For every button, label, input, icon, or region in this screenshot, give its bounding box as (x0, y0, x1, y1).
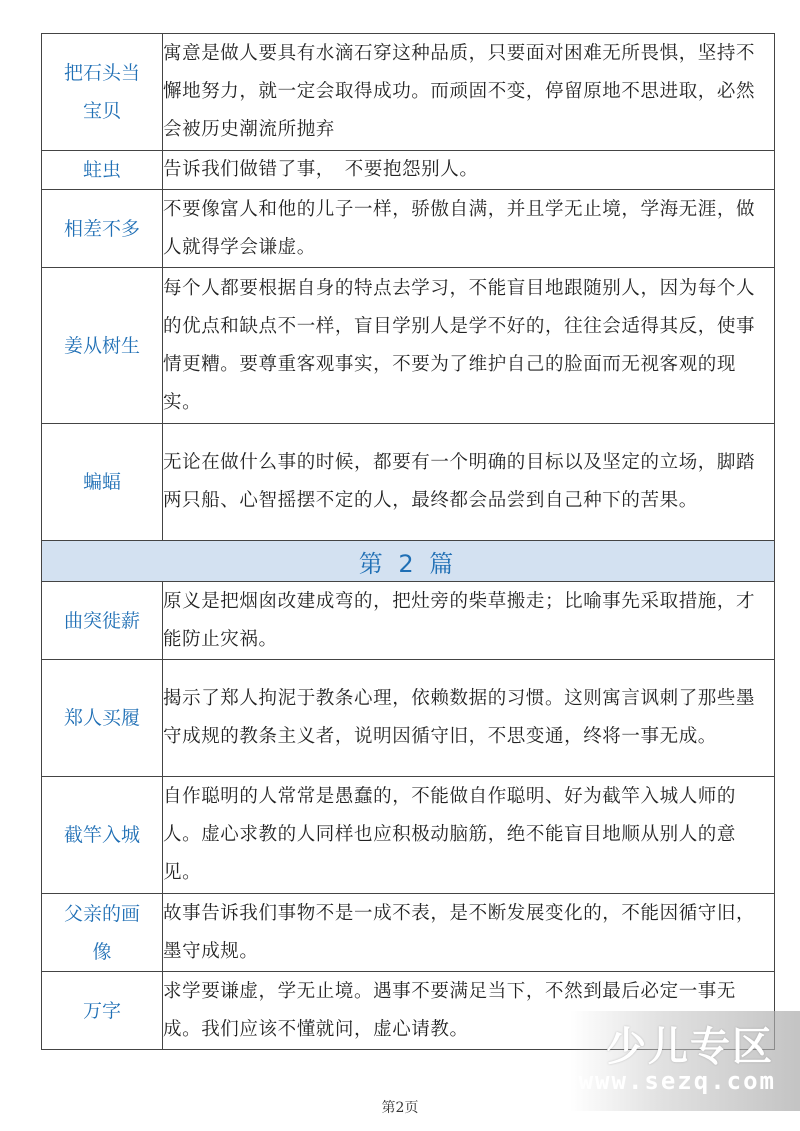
fable-title: 截竿入城 (42, 777, 163, 894)
fable-title: 相差不多 (42, 190, 163, 268)
fable-moral: 无论在做什么事的时候，都要有一个明确的目标以及坚定的立场，脚踏两只船、心智摇摆不定的人，最终都会品尝到自己种下的苦果。 (163, 424, 775, 541)
fable-title: 郑人买履 (42, 660, 163, 777)
fable-title: 蝙蝠 (42, 424, 163, 541)
fable-moral: 揭示了郑人拘泥于教条心理，依赖数据的习惯。这则寓言讽刺了那些墨守成规的教条主义者，说明因循守旧，不思变通，终将一事无成。 (163, 660, 775, 777)
table-row (42, 34, 775, 151)
section-header-row (42, 541, 775, 582)
table-row (42, 660, 775, 777)
page-number: 第2页 (381, 1100, 419, 1116)
table-row (42, 582, 775, 660)
fable-title: 姜从树生 (42, 268, 163, 424)
fable-title: 蛀虫 (42, 151, 163, 190)
fable-moral: 寓意是做人要具有水滴石穿这种品质，只要面对困难无所畏惧，坚持不懈地努力，就一定会取得成功。而顽固不变，停留原地不思进取，必然会被历史潮流所抛弃 (163, 34, 775, 151)
table-row (42, 894, 775, 972)
fable-moral: 告诉我们做错了事， 不要抱怨别人。 (163, 151, 775, 190)
fable-moral: 求学要谦虚，学无止境。遇事不要满足当下，不然到最后必定一事无成。我们应该不懂就问，虚心请教。 (163, 972, 775, 1050)
fable-title: 曲突徙薪 (42, 582, 163, 660)
fable-moral: 故事告诉我们事物不是一成不表，是不断发展变化的，不能因循守旧，墨守成规。 (163, 894, 775, 972)
table-row (42, 190, 775, 268)
fable-title: 把石头当宝贝 (42, 34, 163, 151)
fable-moral: 原义是把烟囱改建成弯的，把灶旁的柴草搬走；比喻事先采取措施，才能防止灾祸。 (163, 582, 775, 660)
fable-moral: 自作聪明的人常常是愚蠢的，不能做自作聪明、好为截竿入城人师的人。虚心求教的人同样也应积极动脑筋，绝不能盲目地顺从别人的意见。 (163, 777, 775, 894)
watermark-url: www.sezq.com (578, 1067, 776, 1095)
fable-moral: 不要像富人和他的儿子一样，骄傲自满，并且学无止境，学海无涯，做人就得学会谦虚。 (163, 190, 775, 268)
site-watermark (570, 1011, 800, 1111)
section-title: 第 2 篇 (42, 541, 775, 582)
table-row (42, 151, 775, 190)
table-row (42, 777, 775, 894)
fable-moral: 每个人都要根据自身的特点去学习，不能盲目地跟随别人，因为每个人的优点和缺点不一样，盲目学别人是学不好的，往往会适得其反，使事情更糟。要尊重客观事实，不要为了维护自己的脸面而无视客观的现实。 (163, 268, 775, 424)
watermark-name: 少儿专区 (606, 1024, 774, 1070)
fable-title: 父亲的画像 (42, 894, 163, 972)
fable-table (41, 33, 775, 1050)
table-row (42, 424, 775, 541)
table-row (42, 268, 775, 424)
fable-title: 万字 (42, 972, 163, 1050)
